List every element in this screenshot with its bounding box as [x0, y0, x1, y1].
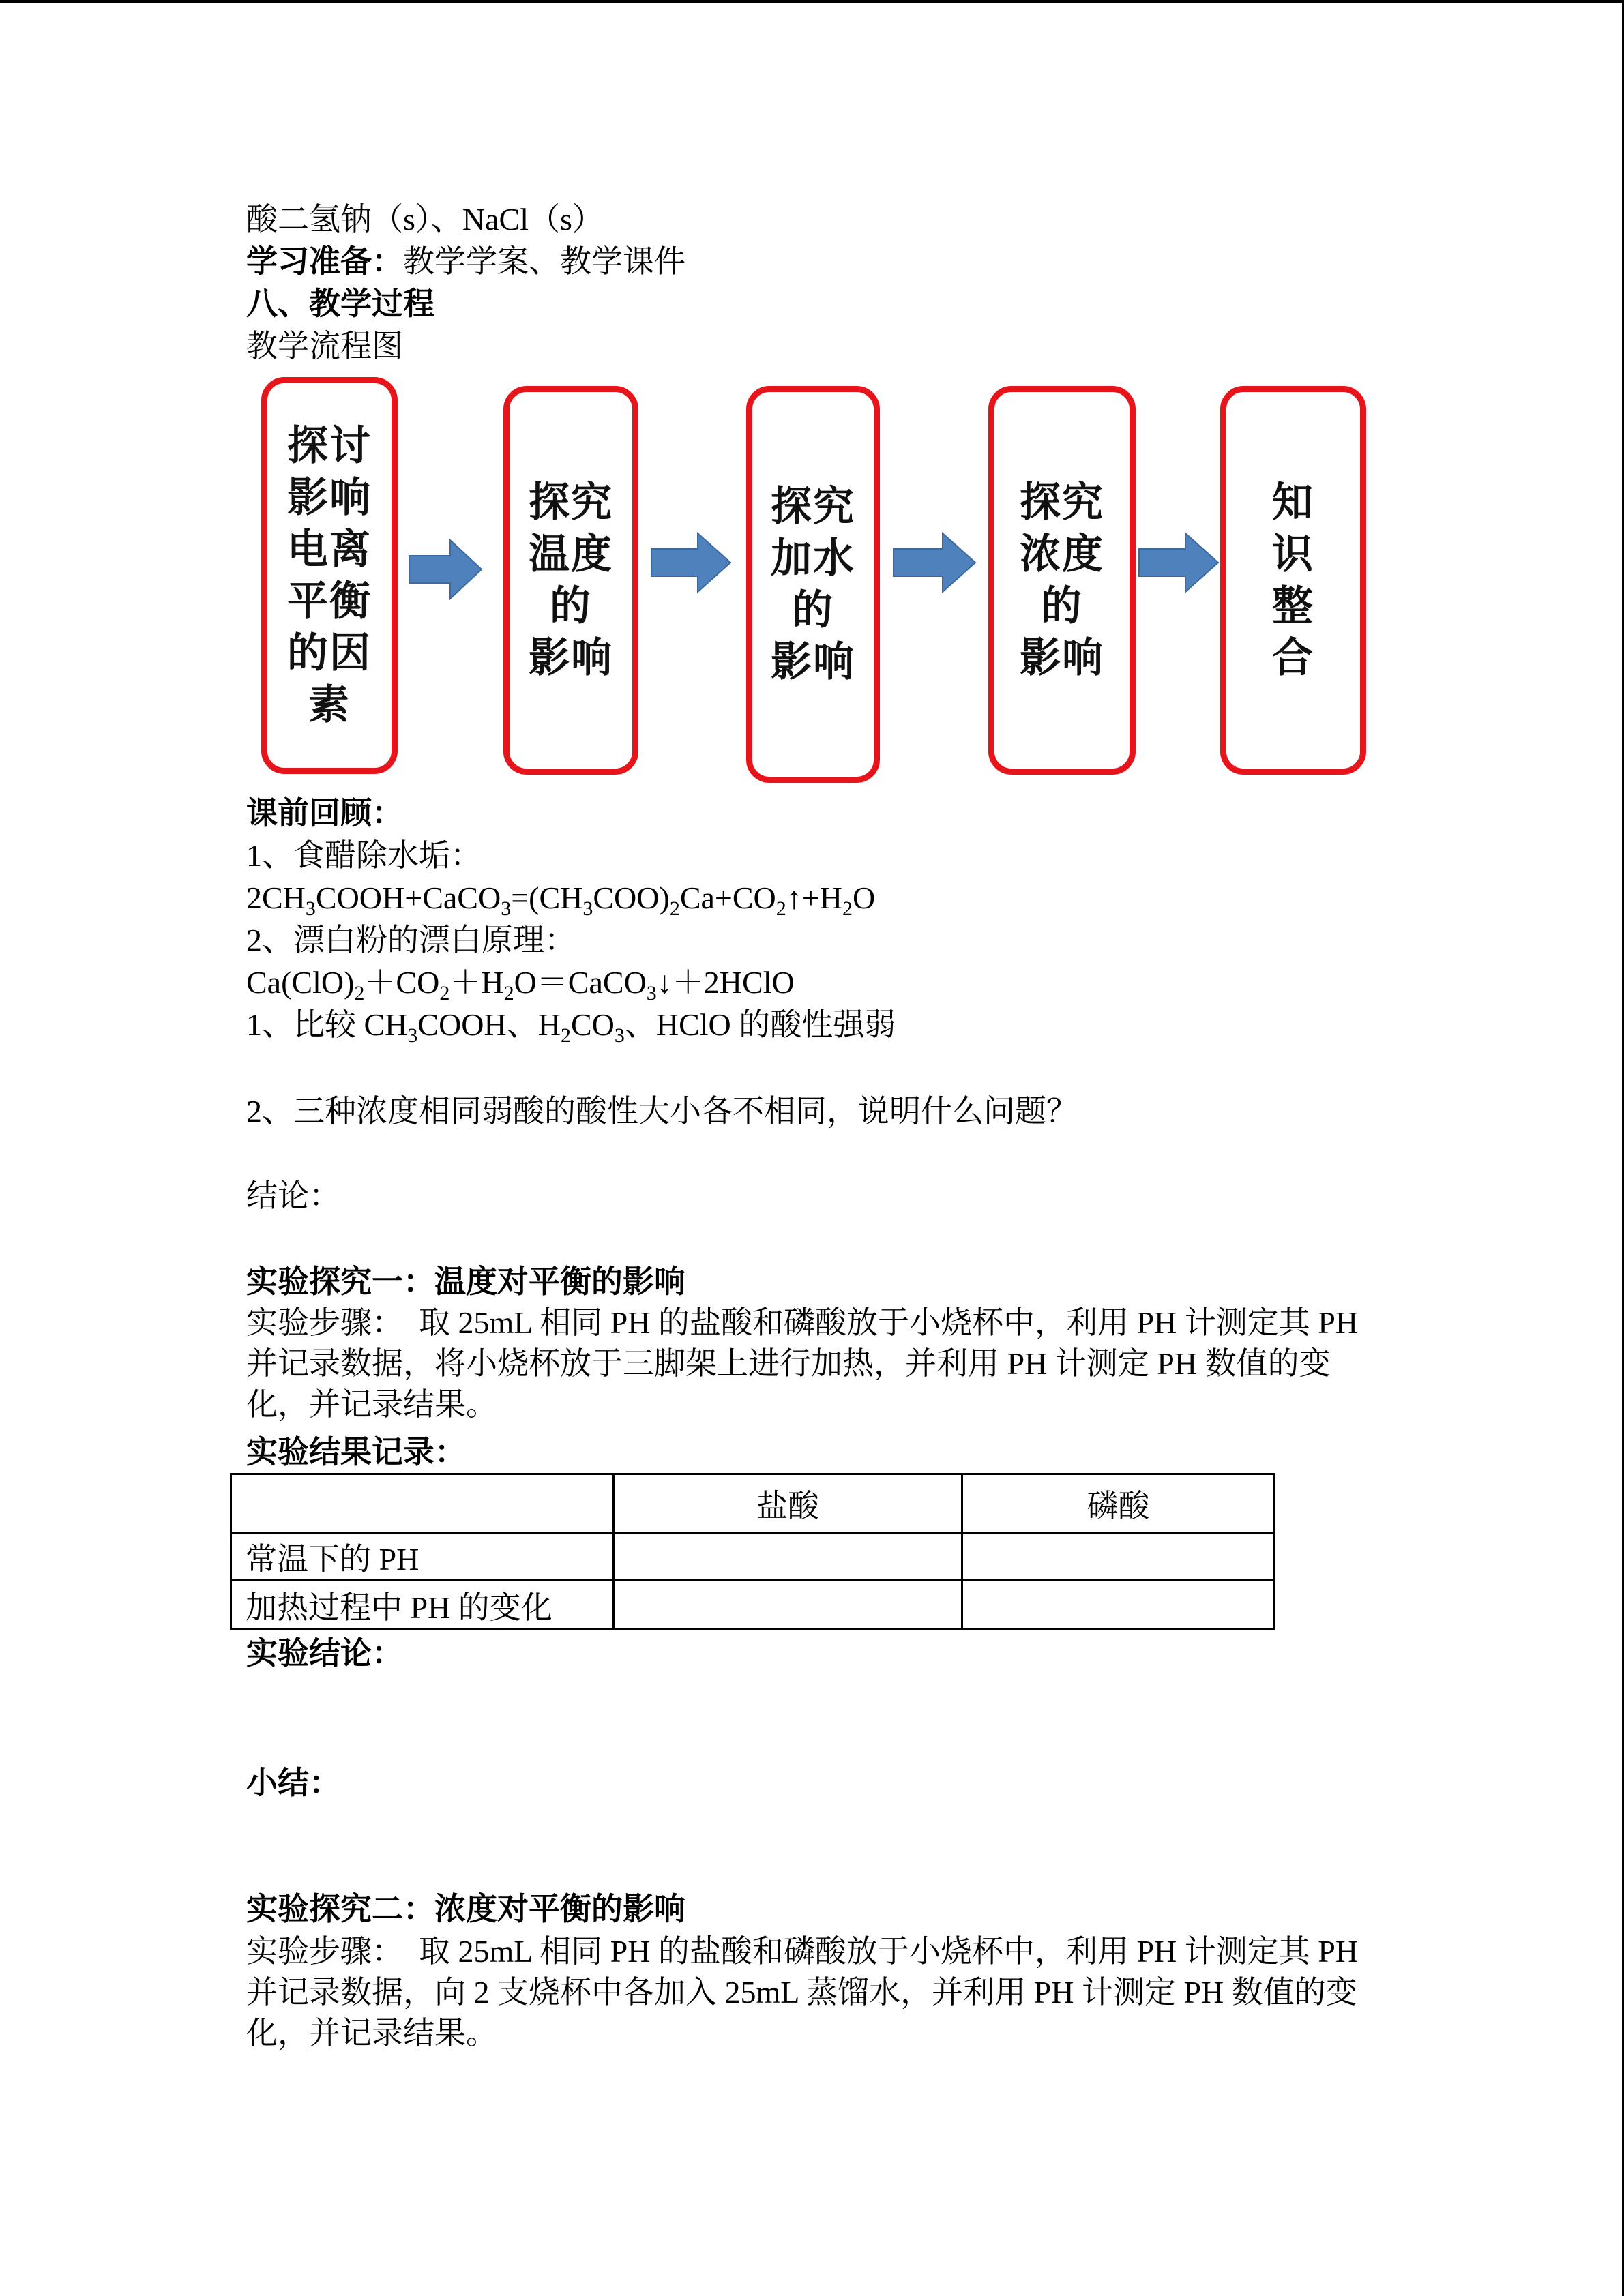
prep-line	[246, 241, 685, 282]
exp1-title: 实验探究一：温度对平衡的影响	[246, 1264, 685, 1299]
section-title: 八、教学过程	[246, 286, 434, 321]
flow-box-4	[988, 386, 1136, 775]
prep-label: 学习准备：	[246, 244, 403, 279]
table-row-label: 常温下的 PH	[231, 1533, 614, 1581]
equation-1: $2CH_3COOH+CaCO_3=(CH_3COO)_2Ca+CO_2↑+H_2O$	[246, 880, 876, 920]
flow-box-4-label: 探究 浓度 的 影响	[1020, 479, 1104, 682]
page-top-border	[0, 0, 1624, 3]
flow-box-2-label: 探究 温度 的 影响	[529, 479, 613, 682]
table-header-h3po4: 磷酸	[962, 1474, 1275, 1533]
table-cell	[962, 1581, 1275, 1630]
flow-box-5-label: 知 识 整 合	[1272, 479, 1314, 682]
review-title: 课前回顾：	[246, 796, 403, 831]
equation-2: $Ca(ClO)_2+CO_2+H_2O=CaCO_3↓+2HClO$	[246, 965, 795, 1004]
flow-box-3	[746, 386, 880, 783]
exp1-steps: 实验步骤： 取 25mL 相同 PH 的盐酸和磷酸放于小烧杯中，利用 PH 计测定其 PH 并记录数据，将小烧杯放于三脚架上进行加热，并利用 PH 计测定 PH 数值的变化，并记录结果。	[246, 1305, 1359, 1422]
table-row	[231, 1581, 1275, 1630]
review-item-2: 2、漂白粉的漂白原理：	[246, 923, 576, 957]
question-2: 2、三种浓度相同弱酸的酸性大小各不相同，说明什么问题？	[246, 1094, 1078, 1129]
conclusion-label: 结论：	[246, 1178, 340, 1213]
table-cell	[614, 1533, 962, 1581]
exp1-conclusion-label: 实验结论：	[246, 1636, 403, 1671]
flow-box-1-label: 探讨 影响 电离 平衡 的因 素	[287, 422, 372, 729]
question-1: 1、比较 $CH_3COOH$、$H_2CO_3$、HClO 的酸性强弱	[246, 1007, 896, 1047]
table-cell	[962, 1533, 1275, 1581]
flow-caption: 教学流程图	[246, 329, 403, 363]
table-header-hcl: 盐酸	[614, 1474, 962, 1533]
materials-line: 酸二氢钠（s）、NaCl（s）	[246, 202, 604, 237]
table-cell	[614, 1581, 962, 1630]
flow-arrow-1	[408, 539, 483, 600]
table-header-cell	[231, 1474, 614, 1533]
flow-box-5	[1220, 386, 1366, 775]
exp2-steps: 实验步骤： 取 25mL 相同 PH 的盐酸和磷酸放于小烧杯中，利用 PH 计测定其 PH 并记录数据，向 2 支烧杯中各加入 25mL 蒸馏水，并利用 PH 计测定 PH 数值的变化，并记录结果。	[246, 1934, 1359, 2051]
table-row-label: 加热过程中 PH 的变化	[231, 1581, 614, 1630]
flow-arrow-4	[1138, 532, 1220, 593]
table-row	[231, 1533, 1275, 1581]
flow-box-3-label: 探究 加水 的 影响	[771, 483, 855, 686]
exp1-record-label: 实验结果记录：	[246, 1435, 466, 1470]
summary-label: 小结：	[246, 1765, 340, 1800]
flow-box-2	[503, 386, 638, 775]
table-header-row	[231, 1474, 1275, 1533]
flow-arrow-3	[892, 532, 977, 593]
exp2-title: 实验探究二：浓度对平衡的影响	[246, 1892, 685, 1926]
flow-arrow-2	[650, 532, 732, 593]
review-item-1: 1、食醋除水垢：	[246, 838, 482, 873]
exp1-result-table	[230, 1473, 1275, 1630]
prep-text: 教学学案、教学课件	[403, 244, 685, 279]
flow-box-1	[261, 377, 398, 774]
